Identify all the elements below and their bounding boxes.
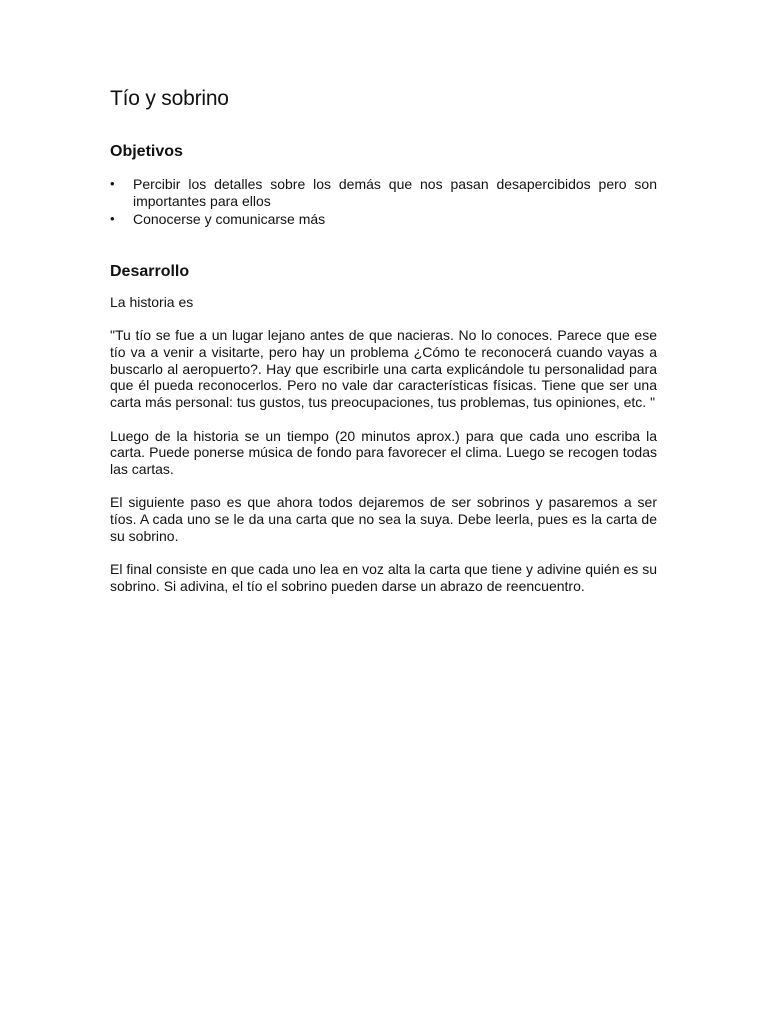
development-heading: Desarrollo — [110, 262, 190, 280]
objectives-list — [110, 176, 657, 228]
objective-item — [110, 211, 657, 228]
development-paragraph: La historia es — [110, 293, 194, 310]
document-page — [110, 84, 657, 611]
bullet-icon: • — [110, 211, 115, 227]
objective-text: Conocerse y comunicarse más — [133, 211, 326, 228]
development-paragraph: "Tu tío se fue a un lugar lejano antes de que nacieras. No lo conoces. Parece que ese tío va a venir a visitarte, pero hay un problema ¿Cómo te reconocerá cuando vayas a buscarlo al aeropuerto?. Hay que escribirle una carta explicándole tu personalidad para que él pueda reconocerlos. Pero no vale dar características físicas. Tiene que ser una carta más personal: tus gustos, tus preocupaciones, tus problemas, tus opiniones, etc. " — [110, 327, 657, 411]
objective-text: Percibir los detalles sobre los demás que nos pasan desapercibidos pero son importantes para ellos — [133, 176, 657, 209]
objective-item — [110, 176, 657, 209]
development-paragraph: El siguiente paso es que ahora todos dejaremos de ser sobrinos y pasaremos a ser tíos. A cada uno se le da una carta que no sea la suya. Debe leerla, pues es la carta de su sobrino. — [110, 494, 657, 545]
objectives-heading: Objetivos — [110, 143, 183, 160]
document-title: Tío y sobrino — [110, 87, 229, 110]
development-paragraph: Luego de la historia se un tiempo (20 minutos aprox.) para que cada uno escriba la carta. Puede ponerse música de fondo para favorecer el clima. Luego se recogen todas las cartas. — [110, 427, 657, 478]
development-paragraph: El final consiste en que cada uno lea en voz alta la carta que tiene y adivine quién es su sobrino. Si adivina, el tío el sobrino pueden darse un abrazo de reencuentro. — [110, 561, 657, 595]
bullet-icon: • — [110, 176, 115, 191]
